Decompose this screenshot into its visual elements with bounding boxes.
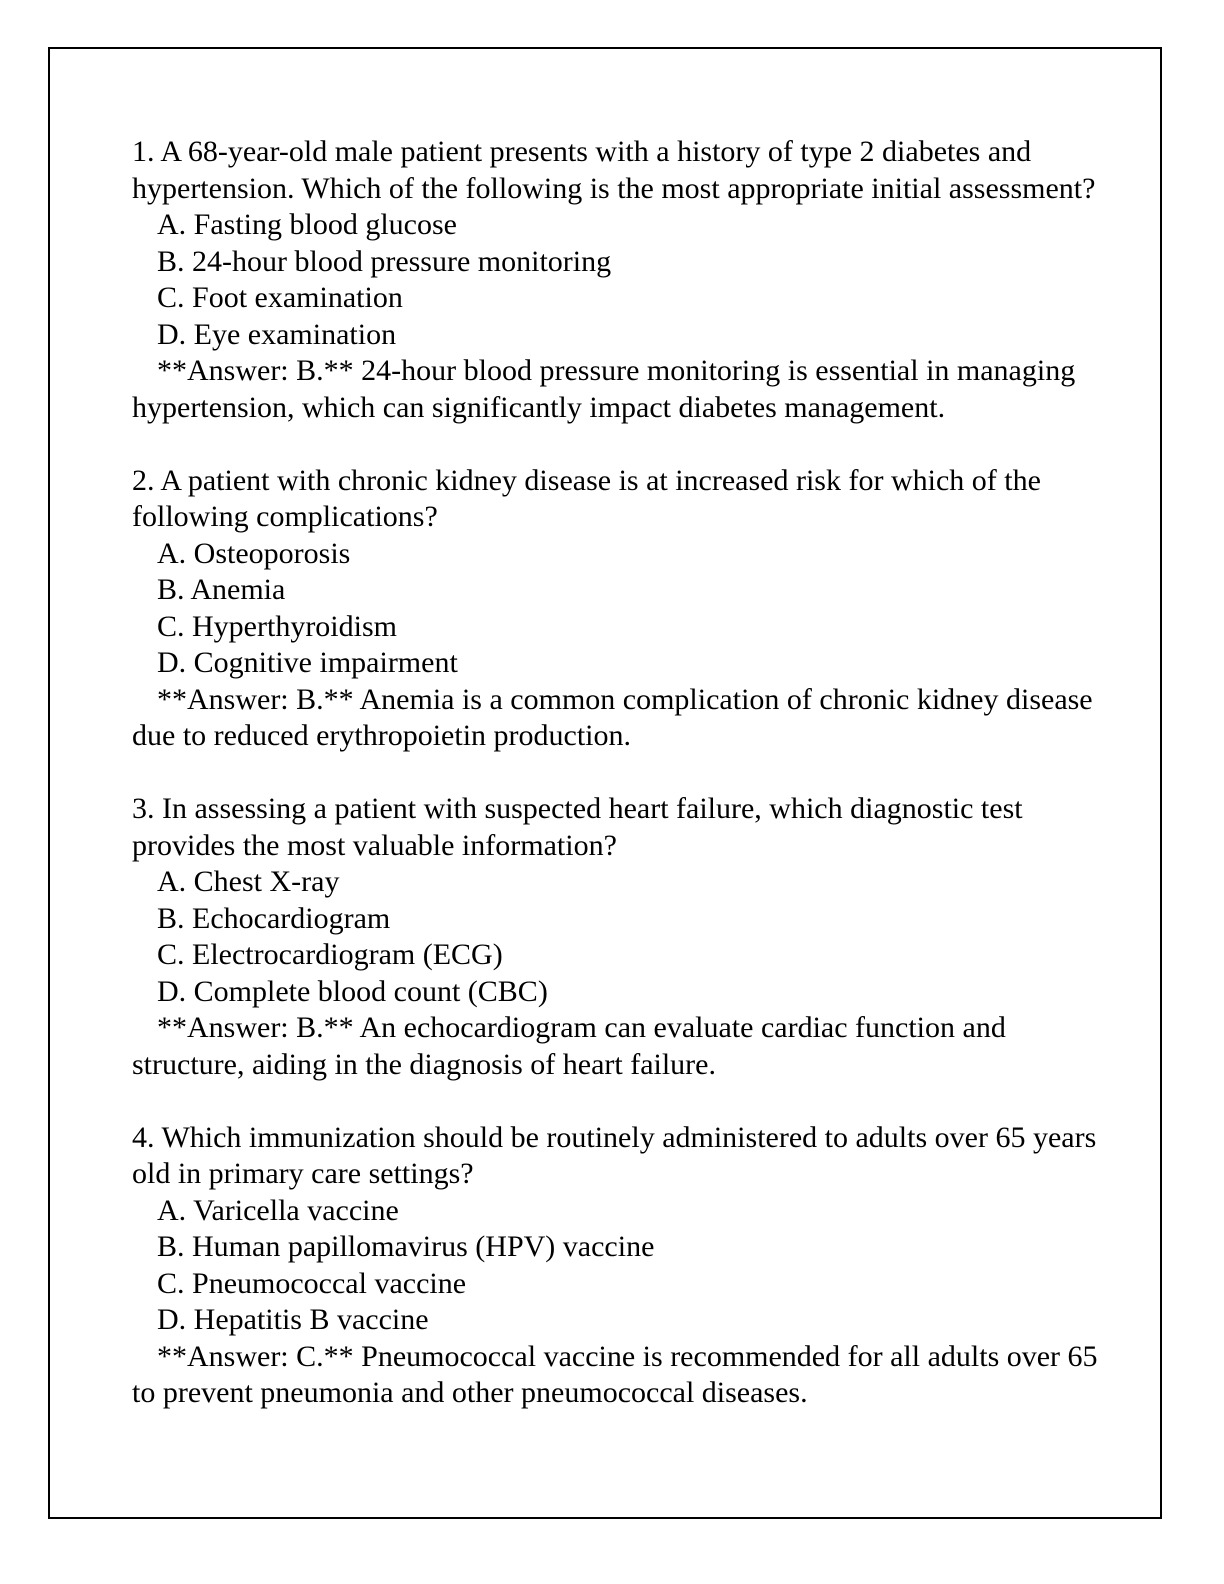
question-3: [132, 791, 1102, 1083]
option-d: D. Complete blood count (CBC): [157, 974, 548, 1008]
question-1: [132, 134, 1102, 426]
question-stem: 2. A patient with chronic kidney disease is at increased risk for which of the following complications?: [132, 463, 1041, 533]
question-list: [132, 134, 1102, 1412]
option-d: D. Hepatitis B vaccine: [157, 1303, 429, 1336]
option-b: B. 24-hour blood pressure monitoring: [157, 244, 612, 278]
option-a: A. Osteoporosis: [157, 536, 351, 570]
option-a: A. Varicella vaccine: [157, 1193, 399, 1227]
option-c: C. Electrocardiogram (ECG): [157, 938, 503, 971]
option-c: C. Hyperthyroidism: [157, 609, 397, 643]
option-c: C. Foot examination: [157, 281, 403, 314]
option-b: B. Echocardiogram: [157, 901, 391, 935]
answer-explanation: **Answer: C.** Pneumococcal vaccine is recommended for all adults over 65 to prevent pneumonia and other pneumococcal diseases.: [132, 1339, 1098, 1409]
answer-explanation: **Answer: B.** Anemia is a common complication of chronic kidney disease due to reduced erythropoietin production.: [132, 682, 1093, 752]
question-stem: 1. A 68-year-old male patient presents with a history of type 2 diabetes and hypertension. Which of the following is the most appropriate initial assessment?: [132, 135, 1096, 205]
question-stem: 3. In assessing a patient with suspected heart failure, which diagnostic test provides the most valuable information?: [132, 792, 1023, 862]
question-4: [132, 1120, 1102, 1412]
option-d: D. Cognitive impairment: [157, 646, 458, 679]
option-a: A. Chest X-ray: [157, 865, 340, 898]
question-2: [132, 463, 1102, 755]
option-b: B. Human papillomavirus (HPV) vaccine: [157, 1230, 655, 1263]
answer-explanation: **Answer: B.** An echocardiogram can evaluate cardiac function and structure, aiding in the diagnosis of heart failure.: [132, 1011, 1006, 1081]
option-c: C. Pneumococcal vaccine: [157, 1266, 467, 1300]
question-stem: 4. Which immunization should be routinely administered to adults over 65 years old in primary care settings?: [132, 1120, 1097, 1190]
option-d: D. Eye examination: [157, 317, 397, 351]
answer-explanation: **Answer: B.** 24-hour blood pressure monitoring is essential in managing hypertension, which can significantly impact diabetes management.: [132, 354, 1076, 424]
option-a: A. Fasting blood glucose: [157, 208, 457, 241]
option-b: B. Anemia: [157, 573, 286, 606]
